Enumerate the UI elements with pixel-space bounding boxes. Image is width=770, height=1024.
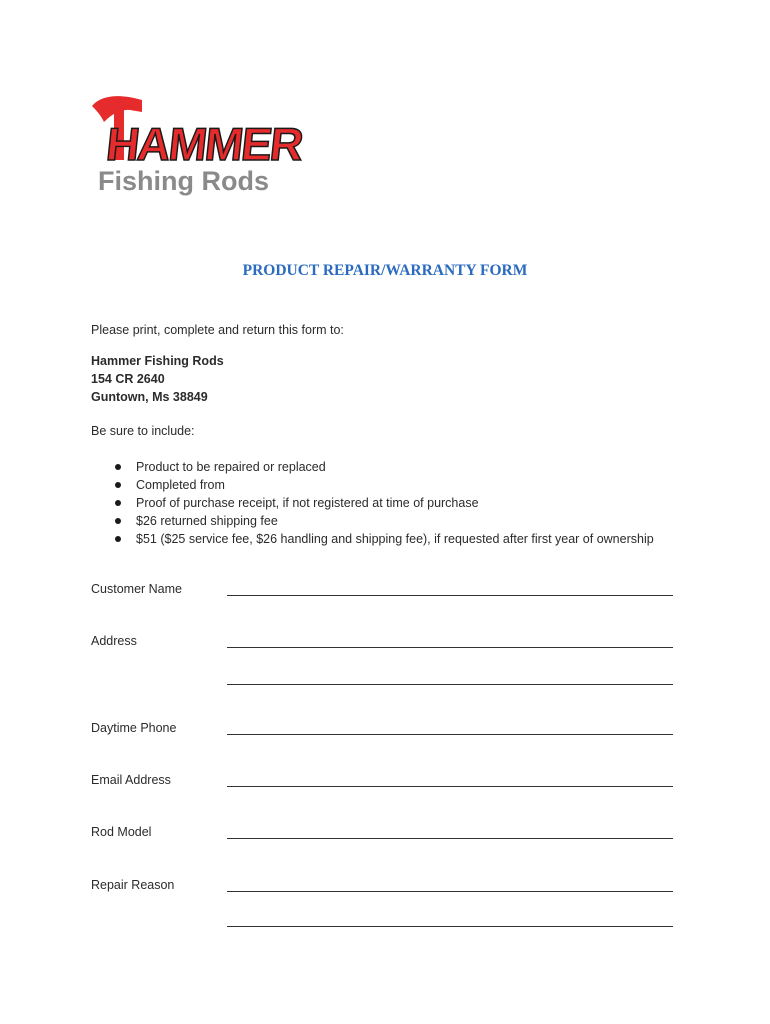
intro-text: Please print, complete and return this form to: <box>91 323 344 337</box>
customer-name-label: Customer Name <box>91 582 182 596</box>
repair-reason-field-line-2[interactable] <box>227 926 673 927</box>
form-title: PRODUCT REPAIR/WARRANTY FORM <box>242 262 528 279</box>
list-item: Proof of purchase receipt, if not registered at time of purchase <box>112 494 654 512</box>
list-item: Completed from <box>112 476 654 494</box>
logo-hammer-text: HAMMER <box>103 118 305 170</box>
include-label: Be sure to include: <box>91 424 195 438</box>
rod-model-field[interactable] <box>227 838 673 839</box>
email-address-field[interactable] <box>227 786 673 787</box>
daytime-phone-field[interactable] <box>227 734 673 735</box>
list-item: $51 ($25 service fee, $26 handling and shipping fee), if requested after first year of ownership <box>112 530 654 548</box>
address-city: Guntown, Ms 38849 <box>91 390 208 404</box>
repair-reason-field-line-1[interactable] <box>227 891 673 892</box>
logo-fishing-rods-text: Fishing Rods <box>98 166 269 196</box>
rod-model-label: Rod Model <box>91 825 152 839</box>
hammer-fishing-rods-logo <box>90 92 312 198</box>
address-label: Address <box>91 634 137 648</box>
address-street: 154 CR 2640 <box>91 372 165 386</box>
address-field-line-1[interactable] <box>227 647 673 648</box>
repair-reason-label: Repair Reason <box>91 878 175 892</box>
email-address-label: Email Address <box>91 773 171 787</box>
include-list <box>112 458 654 548</box>
address-field-line-2[interactable] <box>227 684 673 685</box>
customer-name-field[interactable] <box>227 595 673 596</box>
return-address <box>91 352 224 406</box>
list-item: $26 returned shipping fee <box>112 512 654 530</box>
list-item: Product to be repaired or replaced <box>112 458 654 476</box>
daytime-phone-label: Daytime Phone <box>91 721 177 735</box>
address-company: Hammer Fishing Rods <box>91 354 224 368</box>
